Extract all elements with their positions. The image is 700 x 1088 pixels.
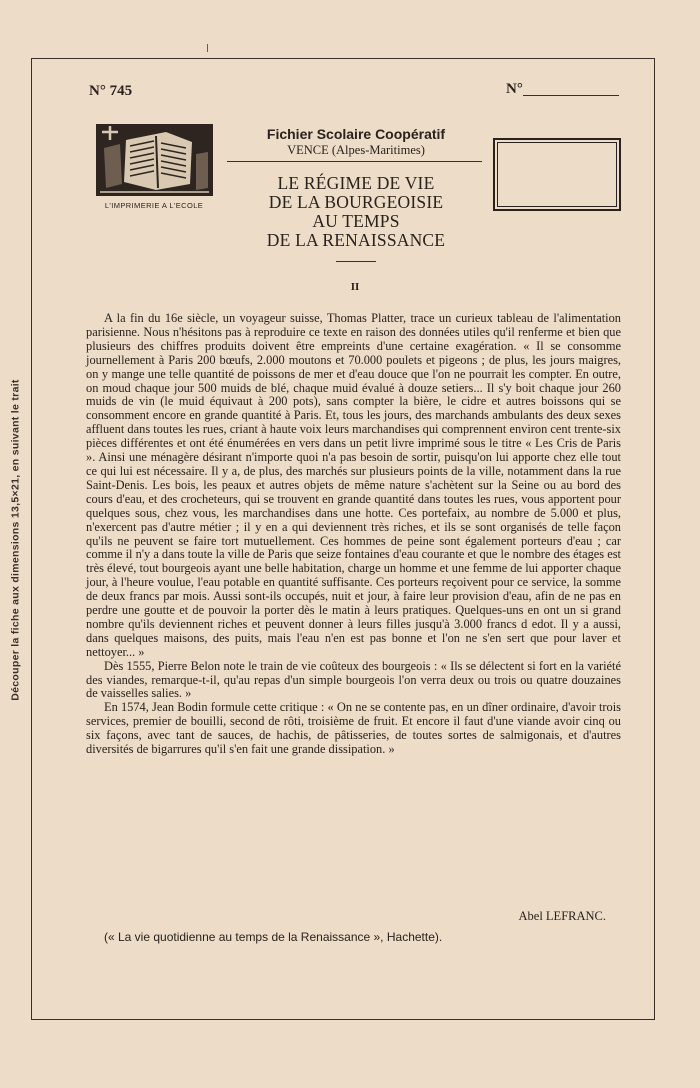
title-line-1: LE RÉGIME DE VIE [277, 173, 435, 193]
classification-box-inner [497, 142, 617, 207]
fiche-number-blank-line [523, 95, 619, 96]
title-line-4: DE LA RENAISSANCE [266, 230, 446, 250]
source-citation: (« La vie quotidienne au temps de la Renaissance », Hachette). [104, 930, 443, 944]
paragraph-platter: A la fin du 16e siècle, un voyageur suisse, Thomas Platter, trace un curieux tableau de l'alimentation parisienne. Nous n'hésitons pas à reproduire ce texte en raison des données utiles qu'il renferme et bien que plusieurs des chiffres produits doivent être empreints d'une certaine exagération. « Il se consomme journellement à Paris 200 bœufs, 2.000 moutons et 70.000 poulets et pigeons ; de plus, les jours maigres, on y mange une telle quantité de poissons de mer et d'eau douce que l'on ne pourrait les compter. En outre, on moud chaque jour 500 muids de blé, chaque muid évalué à douze setiers... Il s'y boit chaque jour 260 muids de vin (le muid équivaut à 200 pots), sans compter la bière, le cidre et autres boissons qui se consomment encore en grande quantité à Paris. Et, tous les jours, des marchands ambulants des deux sexes affluent dans toutes les rues, criant à haute voix leurs marchandises qui comprennent environ cent trente-six pièces différentes et ont été énumérées en vers dans un petit livre imprimé sous le titre « Les Cris de Paris ». Ainsi une ménagère désirant n'importe quoi n'a pas besoin de sortir, puisqu'on lui apporte chez elle tout ce qui lui est nécessaire. Il y a, de plus, des marchés sur plusieurs points de la ville, notamment dans la rue Saint-Denis. Les bois, les peaux et autres objets de même nature s'achètent sur la Seine ou au bord des cours d'eau, et des crocheteurs, qui se trouvent en grande quantité dans toutes les rues, vous apportent pour quelques sous, chez vous, les marchandises dans une hotte. Ces portefaix, au nombre de 5.000 et plus, n'exercent pas d'autre métier ; il y en a qui deviennent très riches, et ils se sont organisés de telle façon qu'ils ne peuvent se faire tort mutuellement. Ces hommes de peine sont également porteurs d'eau ; car comme il n'y a dans toute la ville de Paris que seize fontaines d'eau courante et que le nombre des étages est très élevé, tout bourgeois ayant une belle habitation, charge un homme et une femme de lui apporter chaque jour, à l'heure voulue, l'eau potable en quantité suffisante. Ces porteurs reçoivent pour ce service, la somme de deux francs par mois. Aussi sont-ils occupés, nuit et jour, à faire leur provision d'eau, afin de ne pas en perdre une goutte et de pouvoir la porter dès le matin à leurs pratiques. Quelques-uns en ont un si grand nombre qu'ils deviennent riches et peuvent donner à leurs filles jusqu'à 3.000 francs d edot. Il y a aussi, dans quelques maisons, des puits, mais l'eau n'en est pas bonne et l'on ne s'en sert que pour laver et nettoyer... » [86, 311, 621, 659]
printing-press-illustration [96, 124, 213, 196]
body-text [86, 312, 621, 757]
side-note-text: Découper la fiche aux dimensions 13,5×21, en suivant le trait [10, 379, 22, 701]
organization-place: VENCE (Alpes-Maritimes) [287, 143, 425, 157]
author-signature: Abel LEFRANC. [518, 909, 606, 923]
title-divider [336, 261, 376, 262]
top-trim-mark [207, 44, 208, 52]
paragraph-bodin: En 1574, Jean Bodin formule cette critique : « On ne se contente pas, en un dîner ordinaire, d'avoir trois services, premier de bouilli, second de rôti, troisième de fruit. Et encore il faut d'une viande avoir cinq ou six façons, avec tant de sauces, de hachis, de pâtisseries, de toutes sortes de salmigonais, et d'autres diversités de bigarrures qu'il s'en fait une grande dissipation. » [86, 700, 621, 757]
title-line-3: AU TEMPS [312, 211, 400, 231]
printing-press-illustration-art [96, 124, 213, 196]
organization-name: Fichier Scolaire Coopératif [266, 126, 446, 142]
classification-box [493, 138, 621, 211]
fiche-number-blank-label: N° [506, 81, 523, 97]
paragraph-belon: Dès 1555, Pierre Belon note le train de vie coûteux des bourgeois : « Ils se délectent si fort en la variété des viandes, remarque-t-il, qu'au repas d'un simple bourgeois l'on verra deux ou trois ou quatre douzaines de vaisselles salies. » [86, 658, 621, 701]
document-title [230, 174, 482, 250]
title-line-2: DE LA BOURGEOISIE [268, 192, 444, 212]
fiche-number: N° 745 [89, 83, 133, 99]
side-note [4, 310, 28, 770]
logo-caption: L'IMPRIMERIE A L'ECOLE [104, 201, 204, 210]
section-number: II [350, 281, 360, 293]
header-divider [227, 161, 482, 162]
